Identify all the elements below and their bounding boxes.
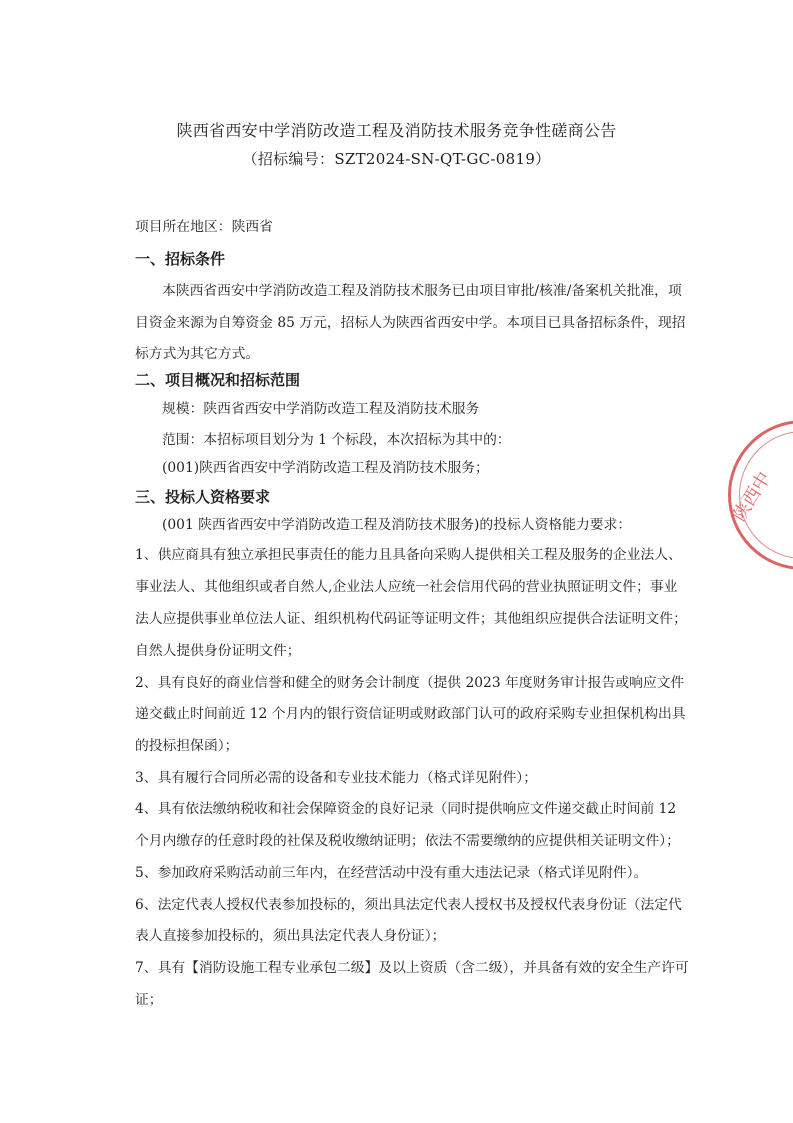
section-heading-1: 一、招标条件: [135, 250, 226, 268]
paragraph-line: 范围：本招标项目划分为 1 个标段，本次招标为其中的：: [162, 432, 511, 448]
paragraph-line: 表人直接参加投标的，须出具法定代表人身份证）；: [135, 928, 446, 944]
paragraph-line: 的投标担保函）；: [135, 738, 239, 754]
paragraph-line: 3、具有履行合同所必需的设备和专业技术能力（格式详见附件）；: [135, 770, 537, 786]
paragraph-line: (001 陕西省西安中学消防改造工程及消防技术服务)的投标人资格能力要求：: [162, 517, 632, 533]
paragraph-line: 自然人提供身份证明文件；: [135, 643, 301, 659]
paragraph-line: 6、法定代表人授权代表参加投标的，须出具法定代表人授权书及授权代表身份证（法定代: [135, 897, 682, 913]
paragraph-line: 个月内缴存的任意时段的社保及税收缴纳证明；依法不需要缴纳的应提供相关证明文件）；: [135, 833, 680, 849]
paragraph-line: 递交截止时间前近 12 个月内的银行资信证明或财政部门认可的政府采购专业担保机构出具: [135, 706, 686, 722]
document-title: 陕西省西安中学消防改造工程及消防技术服务竞争性磋商公告: [176, 121, 617, 140]
project-region: 项目所在地区：陕西省: [135, 219, 273, 235]
paragraph-line: 事业法人、其他组织或者自然人,企业法人应统一社会信用代码的营业执照证明文件；事业: [135, 579, 678, 595]
bid-number: （招标编号：SZT2024-SN-QT-GC-0819）: [242, 150, 551, 168]
paragraph-line: 7、具有【消防设施工程专业承包二级】及以上资质（含二级），并具备有效的安全生产许可: [135, 960, 689, 976]
paragraph-line: 法人应提供事业单位法人证、组织机构代码证等证明文件；其他组织应提供合法证明文件；: [135, 611, 687, 627]
paragraph-line: 本陕西省西安中学消防改造工程及消防技术服务已由项目审批/核准/备案机关批准，项: [162, 283, 682, 299]
official-seal: [728, 420, 793, 570]
paragraph-line: 4、具有依法缴纳税收和社会保障资金的良好记录（同时提供响应文件递交截止时间前 12: [135, 801, 677, 817]
section-heading-2: 二、项目概况和招标范围: [135, 371, 301, 389]
paragraph-line: 5、参加政府采购活动前三年内，在经营活动中没有重大违法记录（格式详见附件）。: [135, 865, 648, 881]
paragraph-line: 2、具有良好的商业信誉和健全的财务会计制度（提供 2023 年度财务审计报告或响应文件: [135, 675, 685, 691]
paragraph-line: 1、供应商具有独立承担民事责任的能力且具备向采购人提供相关工程及服务的企业法人、: [135, 547, 682, 563]
paragraph-line: 规模：陕西省西安中学消防改造工程及消防技术服务: [162, 401, 480, 417]
section-heading-3: 三、投标人资格要求: [135, 488, 271, 506]
seal-text: 陕西中: [728, 468, 776, 526]
paragraph-line: 证；: [135, 992, 163, 1008]
paragraph-line: 标方式为其它方式。: [135, 346, 260, 362]
paragraph-line: (001)陕西省西安中学消防改造工程及消防技术服务；: [162, 460, 489, 476]
paragraph-line: 目资金来源为自筹资金 85 万元，招标人为陕西省西安中学。本项目已具备招标条件，现招: [135, 315, 686, 331]
